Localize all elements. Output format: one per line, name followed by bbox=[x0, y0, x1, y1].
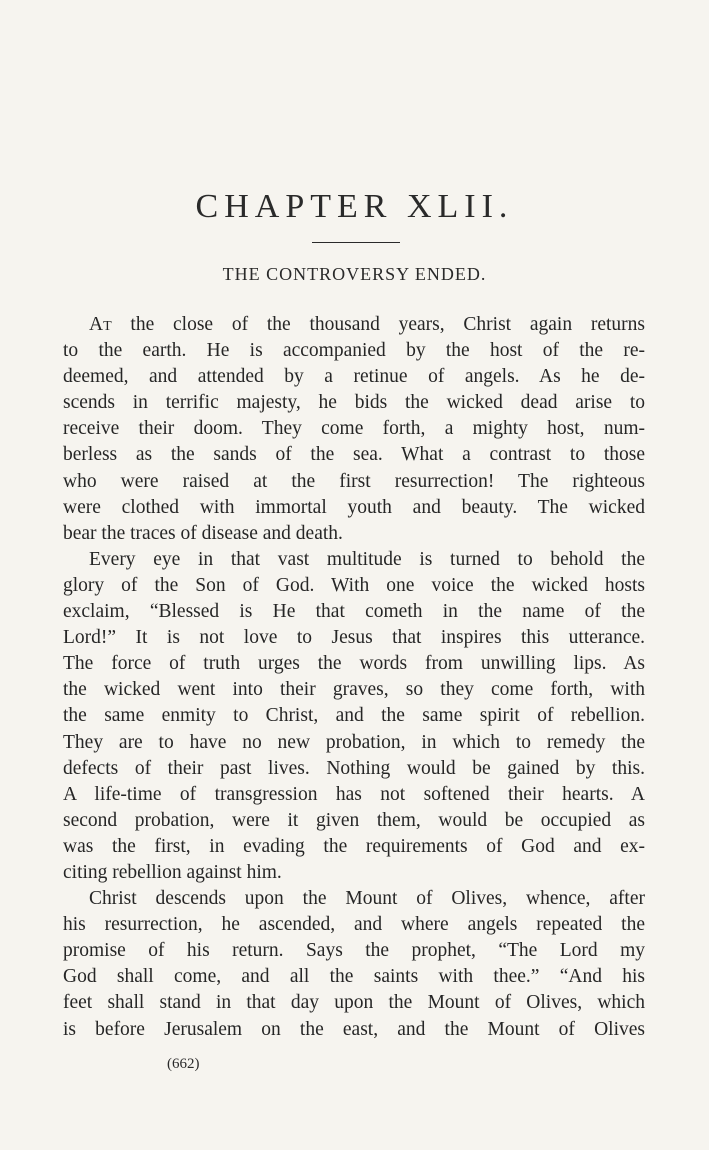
text-line: the wicked went into their graves, so they come forth, with bbox=[63, 679, 645, 701]
text-line: God shall come, and all the saints with thee.” “And his bbox=[63, 966, 645, 988]
text-line: citing rebellion against him. bbox=[63, 861, 282, 883]
text-line: berless as the sands of the sea. What a contrast to those bbox=[63, 444, 645, 466]
text-line: bear the traces of disease and death. bbox=[63, 522, 343, 544]
text-line: Every eye in that vast multitude is turned to behold the bbox=[89, 548, 645, 570]
text-line: A life-time of transgression has not softened their hearts. A bbox=[63, 783, 645, 805]
text-line: who were raised at the first resurrection! The righteous bbox=[63, 470, 645, 492]
text-line: were clothed with immortal youth and beauty. The wicked bbox=[63, 496, 645, 518]
text-line: feet shall stand in that day upon the Mount of Olives, which bbox=[63, 992, 645, 1014]
body-text bbox=[63, 312, 645, 1043]
text-line: the same enmity to Christ, and the same spirit of rebellion. bbox=[63, 705, 645, 727]
text-line: They are to have no new probation, in which to remedy the bbox=[63, 731, 645, 753]
text-line: scends in terrific majesty, he bids the wicked dead arise to bbox=[63, 392, 645, 414]
text-line: Christ descends upon the Mount of Olives, whence, after bbox=[89, 888, 645, 910]
heading-rule bbox=[312, 242, 400, 243]
text-line: receive their doom. They come forth, a mighty host, num- bbox=[63, 418, 645, 440]
page-number: (662) bbox=[167, 1056, 200, 1072]
text-line: to the earth. He is accompanied by the host of the re- bbox=[63, 340, 645, 362]
text-line: deemed, and attended by a retinue of angels. As he de- bbox=[63, 366, 645, 388]
text-line: glory of the Son of God. With one voice the wicked hosts bbox=[63, 574, 645, 596]
text-line: Lord!” It is not love to Jesus that inspires this utterance. bbox=[63, 627, 645, 649]
text-line: defects of their past lives. Nothing would be gained by this. bbox=[63, 757, 645, 779]
text-line: was the first, in evading the requirements of God and ex- bbox=[63, 835, 645, 857]
chapter-title: THE CONTROVERSY ENDED. bbox=[222, 264, 487, 284]
text-line: is before Jerusalem on the east, and the Mount of Olives bbox=[63, 1018, 645, 1040]
text-line: At the close of the thousand years, Christ again returns bbox=[89, 314, 645, 335]
text-line: second probation, were it given them, would be occupied as bbox=[63, 809, 645, 831]
text-line: exclaim, “Blessed is He that cometh in the name of the bbox=[63, 601, 645, 623]
text-line: promise of his return. Says the prophet, “The Lord my bbox=[63, 940, 645, 962]
text-line: The force of truth urges the words from unwilling lips. As bbox=[63, 653, 645, 675]
text-line: his resurrection, he ascended, and where angels repeated the bbox=[63, 914, 645, 936]
chapter-heading: CHAPTER XLII. bbox=[195, 188, 514, 225]
